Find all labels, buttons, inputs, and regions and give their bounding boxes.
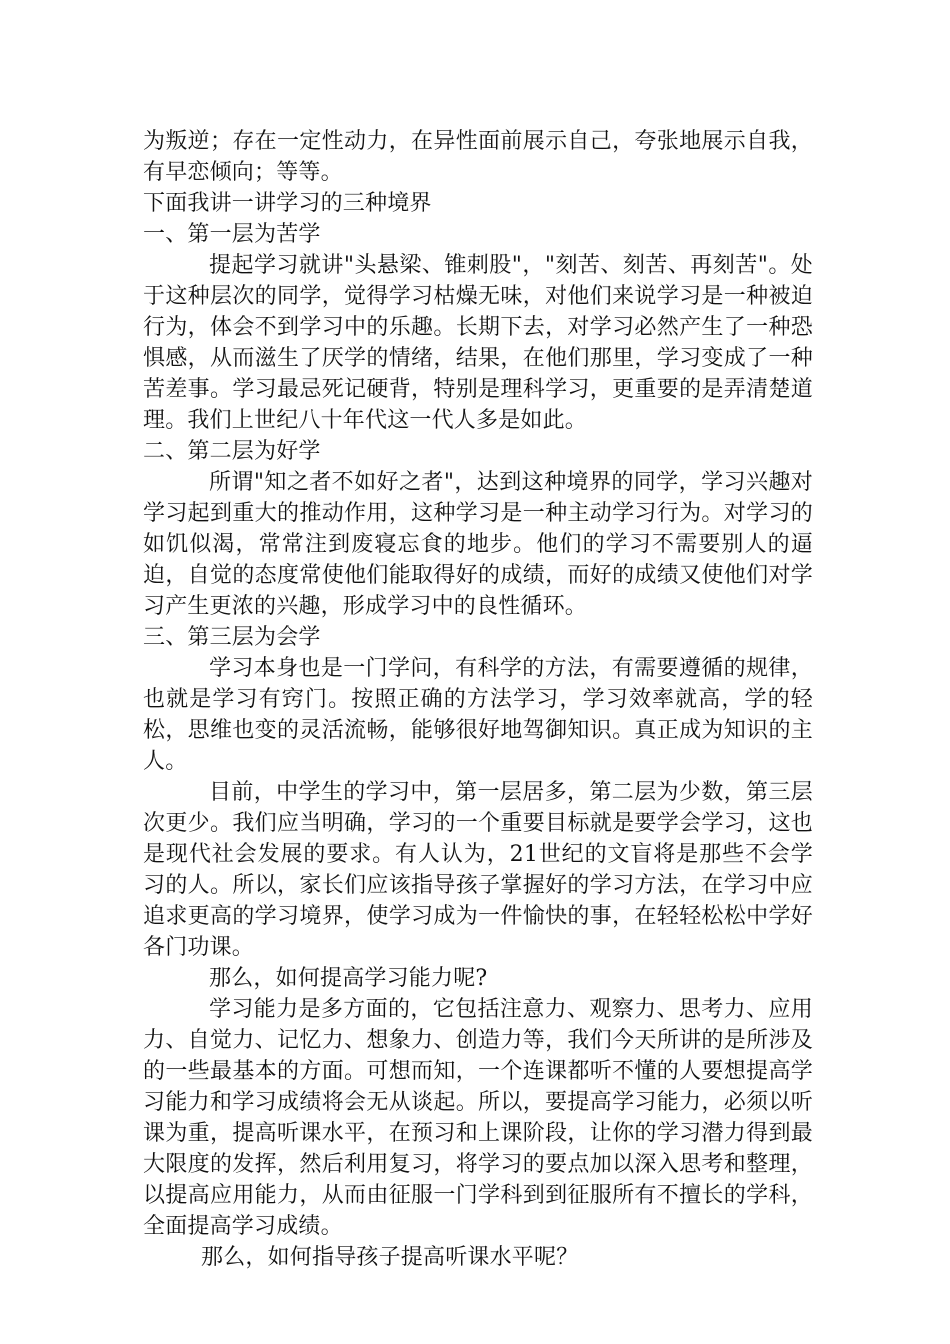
section-intro-heading: 下面我讲一讲学习的三种境界 bbox=[143, 191, 432, 216]
section-heading-3: 三、第三层为会学 bbox=[143, 625, 321, 650]
paragraph-haoxue: 所谓"知之者不如好之者"，达到这种境界的同学，学习兴趣对学习起到重大的推动作用，这种学习是一种主动学习行为。对学习的如饥似渴，常常注到废寝忘食的地步。他们的学习不需要别人的逼迫，自觉的态度常使他们能取得好的成绩，而好的成绩又使他们对学习产生更浓的兴趣，形成学习中的良性循环。 bbox=[143, 470, 813, 619]
paragraph-huixue: 学习本身也是一门学问，有科学的方法，有需要遵循的规律，也就是学习有窍门。按照正确的方法学习，学习效率就高，学的轻松，思维也变的灵活流畅，能够很好地驾御知识。真正成为知识的主人。 bbox=[143, 656, 813, 774]
section-heading-2: 二、第二层为好学 bbox=[143, 439, 321, 464]
paragraph-learning-ability: 学习能力是多方面的，它包括注意力、观察力、思考力、应用力、自觉力、记忆力、想象力、创造力等，我们今天所讲的是所涉及的一些最基本的方面。可想而知，一个连课都听不懂的人要想提高学习能力和学习成绩将会无从谈起。所以，要提高学习能力，必须以听课为重，提高听课水平，在预习和上课阶段，让你的学习潜力得到最大限度的发挥，然后利用复习，将学习的要点加以深入思考和整理，以提高应用能力，从而由征服一门学科到到征服所有不擅长的学科，全面提高学习成绩。 bbox=[143, 997, 813, 1239]
paragraph-continuation: 为叛逆；存在一定性动力，在异性面前展示自己，夸张地展示自我，有早恋倾向；等等。 bbox=[143, 129, 813, 185]
section-heading-1: 一、第一层为苦学 bbox=[143, 222, 321, 247]
paragraph-current-state: 目前，中学生的学习中，第一层居多，第二层为少数，第三层次更少。我们应当明确，学习的一个重要目标就是要学会学习，这也是现代社会发展的要求。有人认为，21世纪的文盲将是那些不会学习的人。所以，家长们应该指导孩子掌握好的学习方法，在学习中应追求更高的学习境界，使学习成为一件愉快的事，在轻轻松松中学好各门功课。 bbox=[143, 780, 813, 960]
paragraph-question-ability: 那么，如何提高学习能力呢? bbox=[209, 966, 488, 991]
document-page bbox=[143, 126, 813, 1273]
paragraph-kuxue: 提起学习就讲"头悬梁、锥刺股"，"刻苦、刻苦、再刻苦"。处于这种层次的同学，觉得学习枯燥无味，对他们来说学习是一种被迫行为，体会不到学习中的乐趣。长期下去，对学习必然产生了一种恐惧感，从而滋生了厌学的情绪，结果，在他们那里，学习变成了一种苦差事。学习最忌死记硬背，特别是理科学习，更重要的是弄清楚道理。我们上世纪八十年代这一代人多是如此。 bbox=[143, 253, 813, 433]
paragraph-question-listening: 那么，如何指导孩子提高听课水平呢？ bbox=[201, 1245, 579, 1270]
